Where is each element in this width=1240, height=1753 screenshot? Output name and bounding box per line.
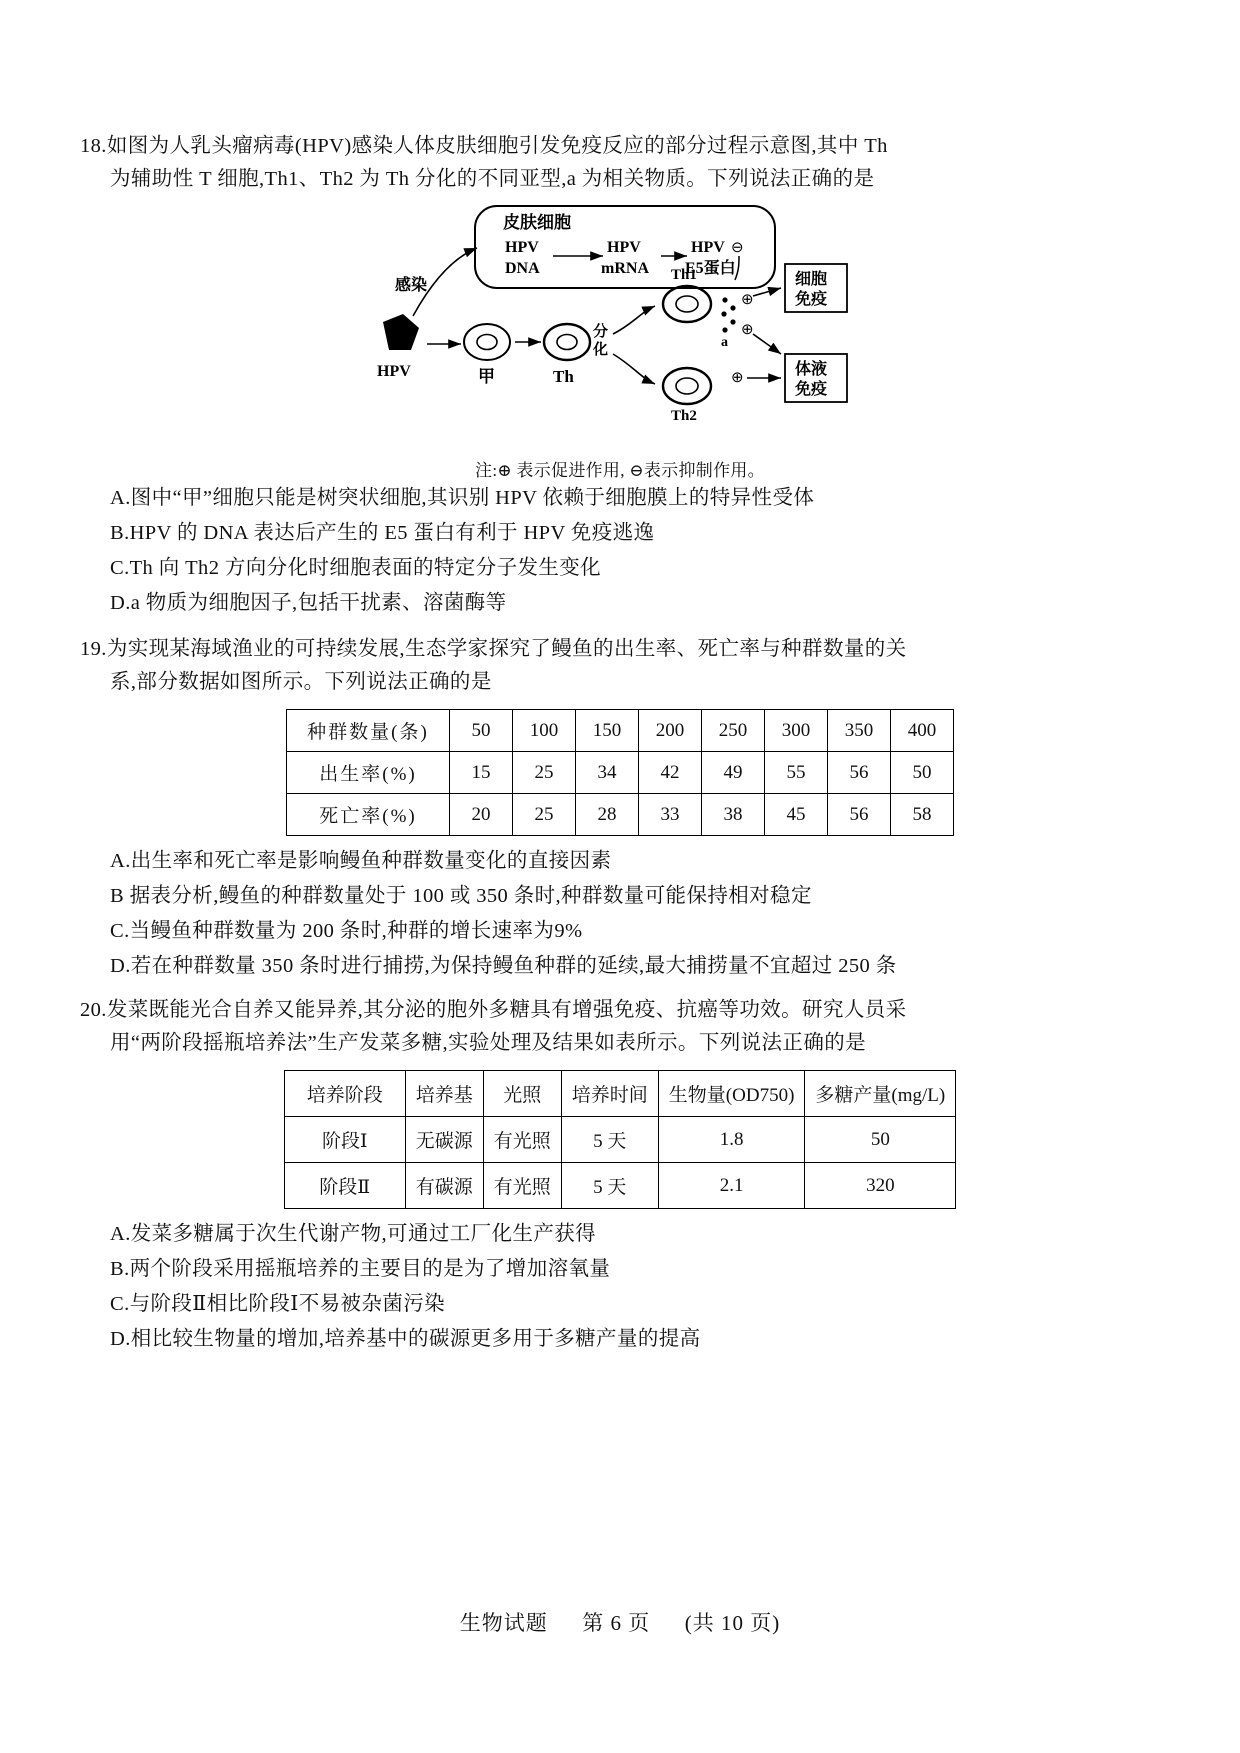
cell: 320 — [805, 1163, 956, 1209]
svg-text:Th1: Th1 — [671, 267, 697, 283]
svg-text:a: a — [721, 335, 728, 350]
row-header: 种群数量(条) — [287, 710, 450, 752]
svg-text:HPV: HPV — [607, 239, 641, 256]
svg-text:分: 分 — [593, 324, 609, 340]
cell: 28 — [576, 794, 639, 836]
question-18-first-line — [80, 130, 1160, 163]
question-19-option-a: A.出生率和死亡率是影响鳗鱼种群数量变化的直接因素 — [110, 850, 612, 872]
svg-text:mRNA: mRNA — [601, 260, 649, 277]
cell: 350 — [828, 710, 891, 752]
svg-text:化: 化 — [593, 342, 609, 358]
column-header: 培养时间 — [561, 1071, 658, 1117]
exam-page — [80, 0, 1160, 1753]
question-20-option-b: B.两个阶段采用摇瓶培养的主要目的是为了增加溶氧量 — [110, 1258, 611, 1280]
column-header: 生物量(OD750) — [658, 1071, 805, 1117]
cell: 42 — [639, 752, 702, 794]
question-18-text-line2: 为辅助性 T 细胞,Th1、Th2 为 Th 分化的不同亚型,a 为相关物质。下列说法正确的是 — [110, 168, 875, 190]
table-row — [287, 710, 954, 752]
cell: 150 — [576, 710, 639, 752]
question-20-first-line — [80, 994, 1160, 1027]
svg-text:免疫: 免疫 — [795, 381, 828, 398]
column-header: 培养阶段 — [284, 1071, 405, 1117]
column-header: 多糖产量(mg/L) — [805, 1071, 956, 1117]
cell: 50 — [805, 1117, 956, 1163]
row-header: 死亡率(%) — [287, 794, 450, 836]
cell: 5 天 — [561, 1163, 658, 1209]
figure-note: 注:⊕ 表示促进作用, ⊖表示抑制作用。 — [475, 461, 765, 480]
svg-text:⊕: ⊕ — [741, 322, 754, 338]
question-18-text-line1: 如图为人乳头瘤病毒(HPV)感染人体皮肤细胞引发免疫反应的部分过程示意图,其中 Th — [106, 135, 888, 157]
cell: 49 — [702, 752, 765, 794]
question-18-option-d: D.a 物质为细胞因子,包括干扰素、溶菌酶等 — [110, 592, 507, 614]
column-header: 培养基 — [405, 1071, 483, 1117]
cell: 100 — [513, 710, 576, 752]
cell: 33 — [639, 794, 702, 836]
svg-text:Th: Th — [553, 367, 574, 386]
svg-text:Th2: Th2 — [671, 408, 697, 424]
question-20-option-a: A.发菜多糖属于次生代谢产物,可通过工厂化生产获得 — [110, 1223, 597, 1245]
column-header: 光照 — [483, 1071, 561, 1117]
cell: 15 — [450, 752, 513, 794]
cell: 56 — [828, 794, 891, 836]
svg-text:⊖: ⊖ — [731, 240, 744, 256]
cell: 有光照 — [483, 1163, 561, 1209]
cell: 50 — [891, 752, 954, 794]
question-18-option-c: C.Th 向 Th2 方向分化时细胞表面的特定分子发生变化 — [110, 557, 602, 579]
cell: 5 天 — [561, 1117, 658, 1163]
cell: 400 — [891, 710, 954, 752]
question-20-text-line1: 发菜既能光合自养又能异养,其分泌的胞外多糖具有增强免疫、抗癌等功效。研究人员采 — [106, 999, 907, 1021]
row-header: 出生率(%) — [287, 752, 450, 794]
cell: 25 — [513, 794, 576, 836]
svg-text:E5蛋白: E5蛋白 — [685, 260, 736, 277]
question-18-number: 18. — [80, 135, 107, 157]
question-20-table-wrap — [80, 1070, 1160, 1209]
question-19-option-c: C.当鳗鱼种群数量为 200 条时,种群的增长速率为9% — [110, 920, 583, 942]
question-18-option-b: B.HPV 的 DNA 表达后产生的 E5 蛋白有利于 HPV 免疫逃逸 — [110, 522, 655, 544]
question-19-text-line1: 为实现某海域渔业的可持续发展,生态学家探究了鳗鱼的出生率、死亡率与种群数量的关 — [106, 638, 907, 660]
svg-text:HPV: HPV — [377, 363, 411, 380]
footer-subject: 生物试题 — [459, 1611, 548, 1635]
cell: 无碳源 — [405, 1117, 483, 1163]
svg-text:⊕: ⊕ — [731, 370, 744, 386]
cell: 2.1 — [658, 1163, 805, 1209]
cell: 50 — [450, 710, 513, 752]
cell: 34 — [576, 752, 639, 794]
page-footer — [80, 1607, 1160, 1637]
svg-text:甲: 甲 — [478, 367, 495, 386]
question-20-number: 20. — [80, 999, 107, 1021]
question-18 — [80, 130, 1160, 621]
cell: 有光照 — [483, 1117, 561, 1163]
culture-experiment-table — [284, 1070, 956, 1209]
question-18-figure — [80, 204, 1160, 454]
svg-text:免疫: 免疫 — [795, 291, 828, 308]
question-19 — [80, 633, 1160, 984]
question-19-option-b: B 据表分析,鳗鱼的种群数量处于 100 或 350 条时,种群数量可能保持相对稳定 — [110, 885, 812, 907]
question-20-text-line2: 用“两阶段摇瓶培养法”生产发菜多糖,实验处理及结果如表所示。下列说法正确的是 — [110, 1032, 867, 1054]
question-18-option-a: A.图中“甲”细胞只能是树突状细胞,其识别 HPV 依赖于细胞膜上的特异性受体 — [110, 487, 815, 509]
footer-page: 第 6 页 — [582, 1611, 651, 1635]
table-row — [284, 1117, 955, 1163]
table-row — [287, 794, 954, 836]
svg-text:细胞: 细胞 — [795, 271, 828, 288]
svg-text:HPV: HPV — [505, 239, 539, 256]
svg-text:⊕: ⊕ — [741, 292, 754, 308]
question-19-first-line — [80, 633, 1160, 666]
question-20-option-c: C.与阶段Ⅱ相比阶段Ⅰ不易被杂菌污染 — [110, 1293, 446, 1315]
table-row — [287, 752, 954, 794]
question-19-table-wrap — [80, 709, 1160, 836]
cell: 58 — [891, 794, 954, 836]
immune-response-diagram — [335, 204, 955, 429]
cell: 1.8 — [658, 1117, 805, 1163]
footer-total: (共 10 页) — [684, 1611, 781, 1635]
question-19-number: 19. — [80, 638, 107, 660]
cell: 25 — [513, 752, 576, 794]
cell: 38 — [702, 794, 765, 836]
question-20 — [80, 994, 1160, 1357]
cell: 300 — [765, 710, 828, 752]
cell: 200 — [639, 710, 702, 752]
cell: 20 — [450, 794, 513, 836]
cell: 55 — [765, 752, 828, 794]
question-19-text-line2: 系,部分数据如图所示。下列说法正确的是 — [110, 671, 492, 693]
cell: 56 — [828, 752, 891, 794]
svg-text:DNA: DNA — [505, 260, 540, 277]
svg-text:体液: 体液 — [795, 361, 828, 378]
svg-text:感染: 感染 — [395, 277, 428, 294]
cell: 有碳源 — [405, 1163, 483, 1209]
table-row — [284, 1163, 955, 1209]
cell: 阶段Ⅰ — [284, 1117, 405, 1163]
cell: 阶段Ⅱ — [284, 1163, 405, 1209]
cell: 45 — [765, 794, 828, 836]
question-20-option-d: D.相比较生物量的增加,培养基中的碳源更多用于多糖产量的提高 — [110, 1328, 701, 1350]
cell: 250 — [702, 710, 765, 752]
table-header-row — [284, 1071, 955, 1117]
population-data-table — [286, 709, 954, 836]
question-19-option-d: D.若在种群数量 350 条时进行捕捞,为保持鳗鱼种群的延续,最大捕捞量不宜超过 250 条 — [110, 955, 897, 977]
svg-text:皮肤细胞: 皮肤细胞 — [503, 213, 571, 232]
svg-text:HPV: HPV — [691, 239, 725, 256]
